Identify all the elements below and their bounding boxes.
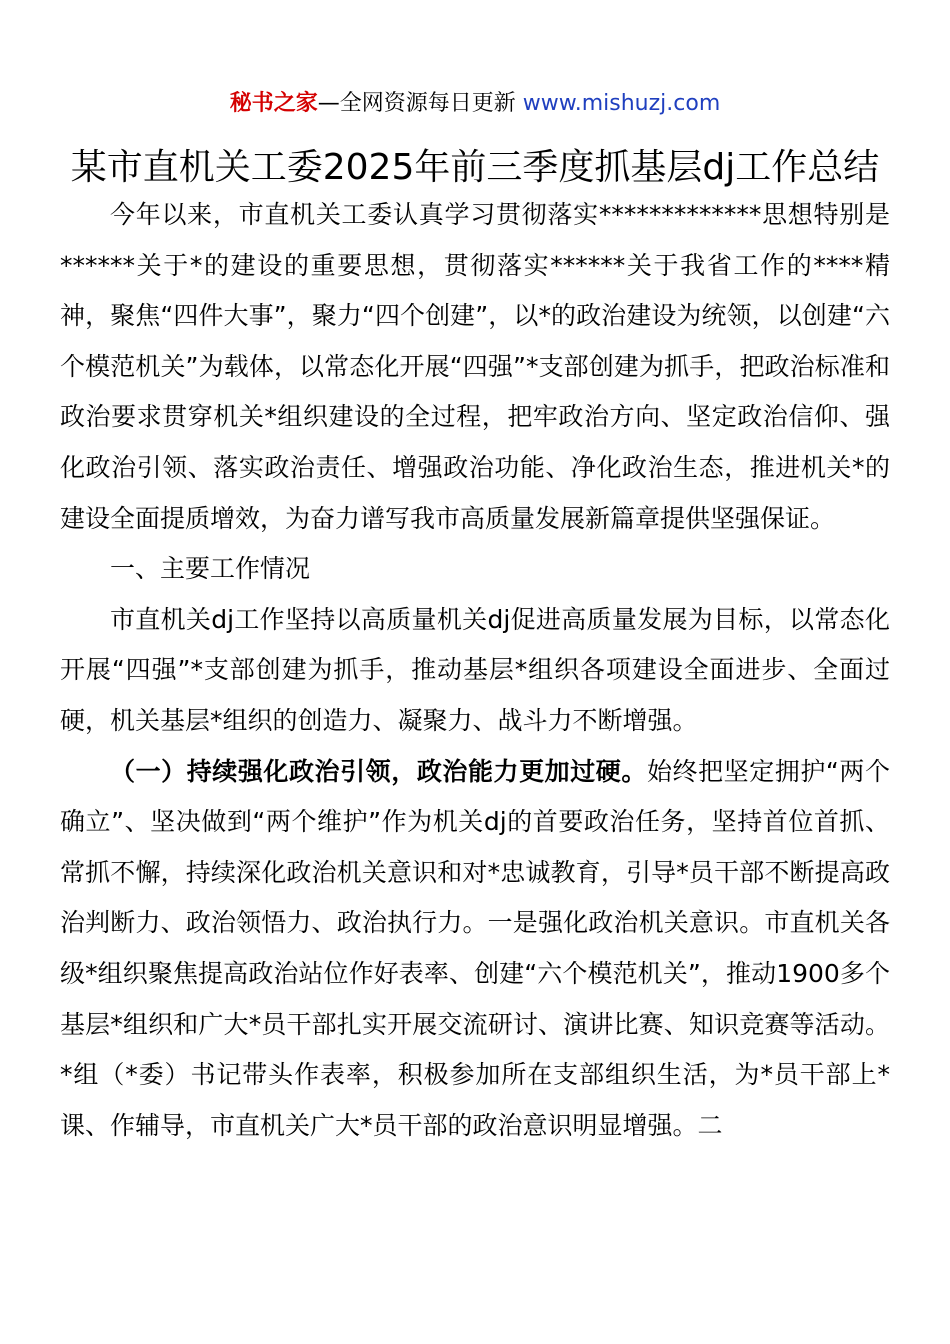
subsection-lead-heading: （一）持续强化政治引领，政治能力更加过硬。 xyxy=(110,756,647,786)
subsection-paragraph xyxy=(60,747,890,1152)
site-header-banner xyxy=(0,88,950,120)
site-url-link[interactable]: www.mishuzj.com xyxy=(522,91,721,116)
subsection-body-text: 始终把坚定拥护“两个确立”、坚决做到“两个维护”作为机关dj的首要政治任务，坚持首位首抓、常抓不懈，持续深化政治机关意识和对*忠诚教育，引导*员干部不断提高政治判断力、政治领悟力、政治执行力。一是强化政治机关意识。市直机关各级*组织聚焦提高政治站位作好表率、创建“六个模范机关”，推动1900多个基层*组织和广大*员干部扎实开展交流研讨、演讲比赛、知识竞赛等活动。*组（*委）书记带头作表率，积极参加所在支部组织生活，为*员干部上*课、作辅导，市直机关广大*员干部的政治意识明显增强。二 xyxy=(60,756,890,1140)
header-tagline: —全网资源每日更新 xyxy=(317,91,523,116)
brand-name: 秘书之家 xyxy=(229,91,318,116)
section-heading: 一、主要工作情况 xyxy=(110,554,311,584)
document-body xyxy=(60,190,890,1151)
intro-paragraph: 今年以来，市直机关工委认真学习贯彻落实*************思想特别是******关于*的建设的重要思想，贯彻落实******关于我省工作的****精神，聚焦“四件大事”，聚力“四个创建”，以*的政治建设为统领，以创建“六个模范机关”为载体，以常态化开展“四强”*支部创建为抓手，把政治标准和政治要求贯穿机关*组织建设的全过程，把牢政治方向、坚定政治信仰、强化政治引领、落实政治责任、增强政治功能、净化政治生态，推进机关*的建设全面提质增效，为奋力谱写我市高质量发展新篇章提供坚强保证。 xyxy=(60,200,890,533)
document-title: 某市直机关工委2025年前三季度抓基层dj工作总结 xyxy=(70,147,880,188)
section-intro-paragraph: 市直机关dj工作坚持以高质量机关dj促进高质量发展为目标，以常态化开展“四强”*支部创建为抓手，推动基层*组织各项建设全面进步、全面过硬，机关基层*组织的创造力、凝聚力、战斗力不断增强。 xyxy=(60,604,890,735)
